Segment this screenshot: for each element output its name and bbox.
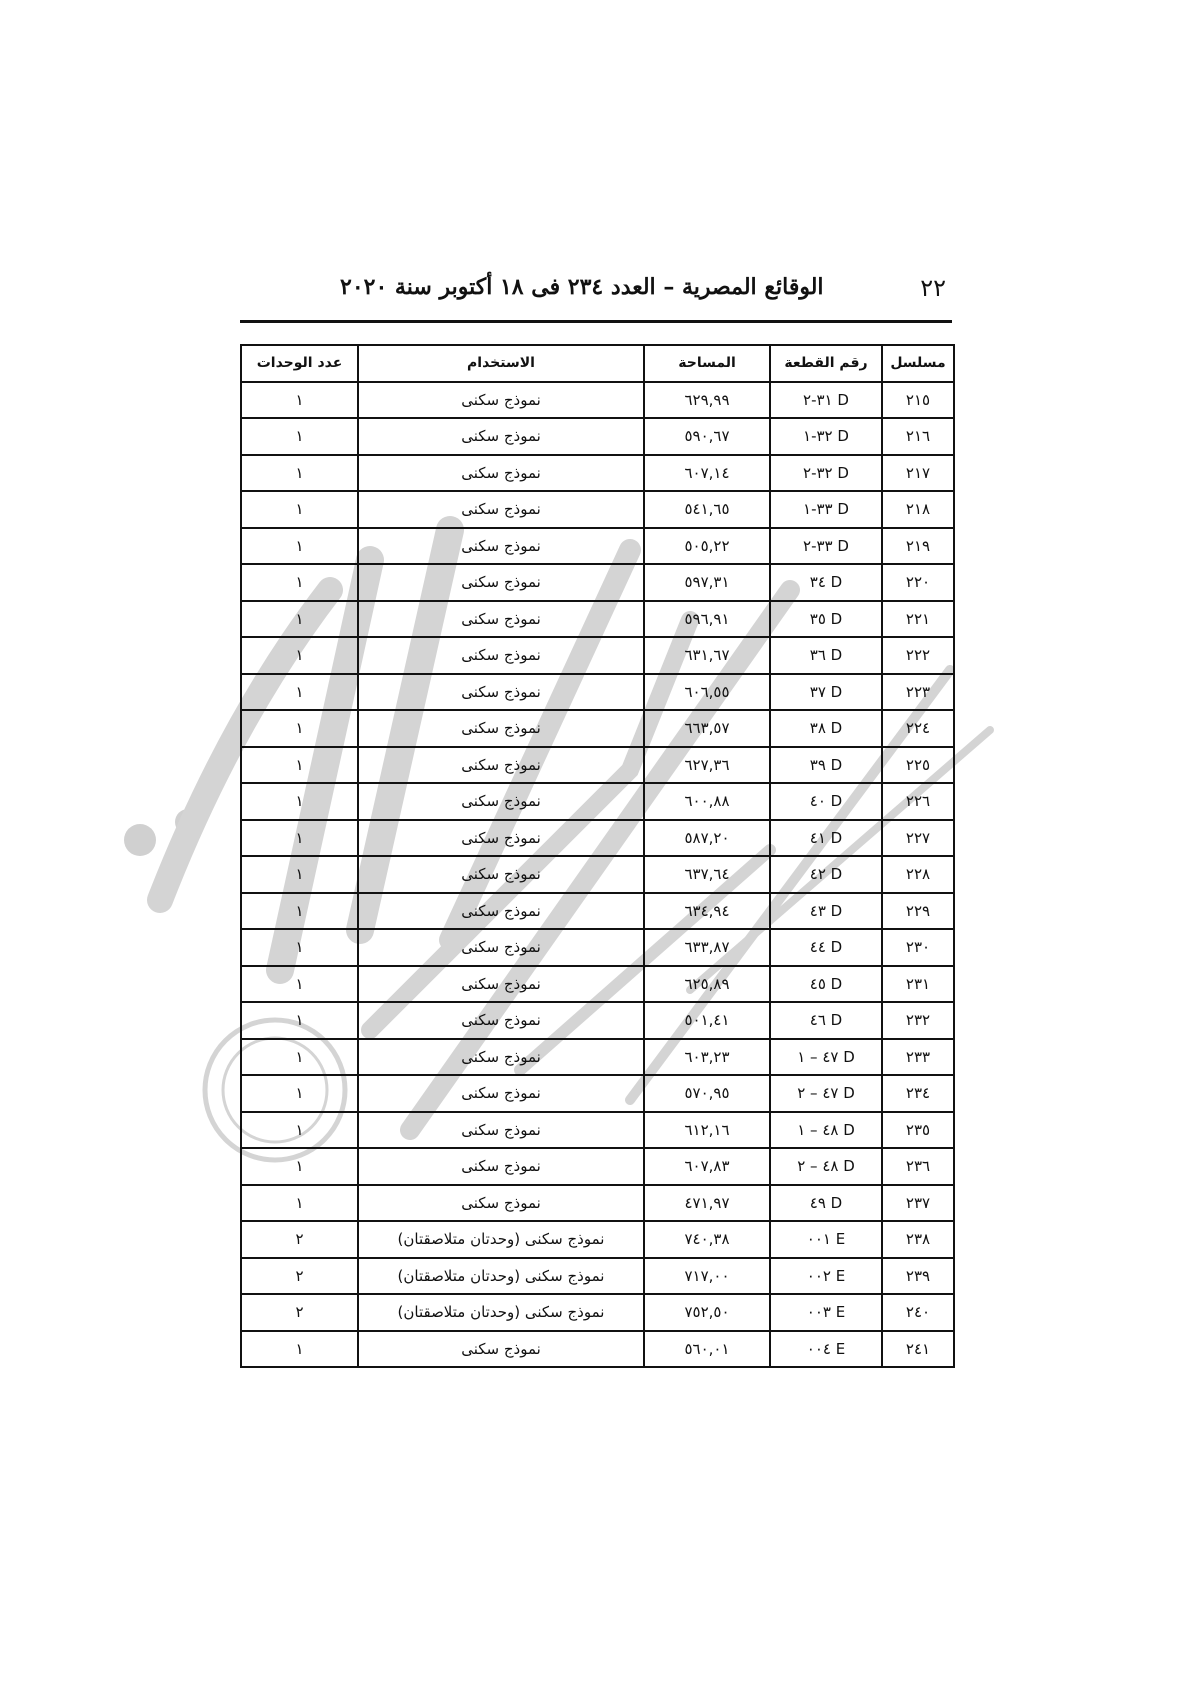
cell-area: ٥٩٦,٩١ [644,601,770,638]
cell-area: ٦٠٧,١٤ [644,455,770,492]
cell-serial: ٢١٥ [882,382,954,419]
cell-area: ٥٩٠,٦٧ [644,418,770,455]
cell-plot-number: D ٤٢ [770,856,882,893]
cell-area: ٥٠٥,٢٢ [644,528,770,565]
cell-area: ٦٣٤,٩٤ [644,893,770,930]
cell-use: نموذج سكنى [358,491,644,528]
table-row [241,382,954,419]
plots-table [240,344,955,1368]
cell-serial: ٢٢٢ [882,637,954,674]
cell-use: نموذج سكنى [358,856,644,893]
cell-use: نموذج سكنى (وحدتان متلاصقتان) [358,1294,644,1331]
cell-units: ٢ [241,1294,358,1331]
cell-use: نموذج سكنى [358,382,644,419]
cell-units: ١ [241,1148,358,1185]
cell-units: ١ [241,564,358,601]
cell-units: ١ [241,1002,358,1039]
cell-serial: ٢٢٣ [882,674,954,711]
cell-use: نموذج سكنى [358,674,644,711]
cell-serial: ٢٣٩ [882,1258,954,1295]
cell-plot-number: D ٣٤ [770,564,882,601]
cell-serial: ٢١٨ [882,491,954,528]
cell-area: ٦٠٣,٢٣ [644,1039,770,1076]
cell-serial: ٢١٦ [882,418,954,455]
gazette-title: الوقائع المصرية – العدد ٢٣٤ فى ١٨ أكتوبر سنة ٢٠٢٠ [340,274,824,300]
table-row [241,1221,954,1258]
cell-plot-number: D ٣٢-٢ [770,455,882,492]
cell-plot-number: D ٣٨ [770,710,882,747]
cell-use: نموذج سكنى [358,820,644,857]
cell-units: ١ [241,820,358,857]
table-row [241,1002,954,1039]
cell-units: ١ [241,1075,358,1112]
cell-serial: ٢٢٦ [882,783,954,820]
cell-units: ١ [241,1185,358,1222]
cell-plot-number: D ٤٧ – ١ [770,1039,882,1076]
cell-use: نموذج سكنى [358,929,644,966]
cell-use: نموذج سكنى [358,1002,644,1039]
cell-area: ٦٠٧,٨٣ [644,1148,770,1185]
cell-plot-number: E ٠٠٣ [770,1294,882,1331]
cell-area: ٦٦٣,٥٧ [644,710,770,747]
cell-area: ٦٣٣,٨٧ [644,929,770,966]
cell-use: نموذج سكنى [358,455,644,492]
table-row [241,1185,954,1222]
table-body [241,382,954,1368]
table-row [241,564,954,601]
cell-plot-number: D ٤٨ – ١ [770,1112,882,1149]
cell-use: نموذج سكنى [358,710,644,747]
cell-area: ٧٥٢,٥٠ [644,1294,770,1331]
table-row [241,1294,954,1331]
column-header-serial: مسلسل [882,345,954,382]
cell-use: نموذج سكنى [358,418,644,455]
cell-plot-number: D ٤٠ [770,783,882,820]
cell-serial: ٢٣١ [882,966,954,1003]
table-row [241,528,954,565]
cell-serial: ٢٣٠ [882,929,954,966]
cell-units: ١ [241,382,358,419]
cell-units: ١ [241,491,358,528]
cell-serial: ٢٣٨ [882,1221,954,1258]
cell-plot-number: D ٤٩ [770,1185,882,1222]
cell-serial: ٢٢٥ [882,747,954,784]
cell-units: ١ [241,966,358,1003]
cell-serial: ٢٢٤ [882,710,954,747]
cell-plot-number: E ٠٠٤ [770,1331,882,1368]
cell-use: نموذج سكنى [358,1331,644,1368]
cell-area: ٦٣٧,٦٤ [644,856,770,893]
cell-use: نموذج سكنى [358,1112,644,1149]
cell-area: ٥٠١,٤١ [644,1002,770,1039]
table-row [241,856,954,893]
cell-serial: ٢٢١ [882,601,954,638]
cell-area: ٦١٢,١٦ [644,1112,770,1149]
table-row [241,966,954,1003]
cell-serial: ٢٣٣ [882,1039,954,1076]
table-row [241,1039,954,1076]
cell-area: ٥٦٠,٠١ [644,1331,770,1368]
cell-serial: ٢٣٢ [882,1002,954,1039]
column-header-use: الاستخدام [358,345,644,382]
cell-serial: ٢٢٨ [882,856,954,893]
cell-plot-number: D ٣٣-١ [770,491,882,528]
cell-use: نموذج سكنى [358,1185,644,1222]
cell-serial: ٢٢٧ [882,820,954,857]
cell-plot-number: D ٤٨ – ٢ [770,1148,882,1185]
cell-serial: ٢٢٩ [882,893,954,930]
cell-plot-number: D ٣٥ [770,601,882,638]
table-row [241,1075,954,1112]
cell-use: نموذج سكنى [358,1075,644,1112]
cell-units: ١ [241,783,358,820]
cell-units: ١ [241,637,358,674]
table-row [241,455,954,492]
table-row [241,929,954,966]
table-row [241,1258,954,1295]
cell-plot-number: D ٣١-٢ [770,382,882,419]
cell-area: ٤٧١,٩٧ [644,1185,770,1222]
cell-units: ٢ [241,1221,358,1258]
table-row [241,710,954,747]
cell-serial: ٢١٧ [882,455,954,492]
cell-use: نموذج سكنى [358,528,644,565]
cell-units: ١ [241,1112,358,1149]
cell-units: ١ [241,601,358,638]
table-row [241,1112,954,1149]
cell-plot-number: D ٣٦ [770,637,882,674]
cell-area: ٥٧٠,٩٥ [644,1075,770,1112]
cell-units: ١ [241,418,358,455]
table-row [241,674,954,711]
cell-plot-number: D ٣٩ [770,747,882,784]
page-header [240,266,952,306]
cell-area: ٥٩٧,٣١ [644,564,770,601]
cell-use: نموذج سكنى [358,1039,644,1076]
cell-serial: ٢١٩ [882,528,954,565]
cell-use: نموذج سكنى (وحدتان متلاصقتان) [358,1258,644,1295]
column-header-plot-number: رقم القطعة [770,345,882,382]
cell-units: ١ [241,1331,358,1368]
cell-use: نموذج سكنى [358,601,644,638]
cell-units: ١ [241,528,358,565]
cell-area: ٥٤١,٦٥ [644,491,770,528]
cell-plot-number: D ٤٦ [770,1002,882,1039]
cell-units: ١ [241,1039,358,1076]
table-row [241,418,954,455]
header-divider [240,320,952,323]
page-number: ٢٢ [920,274,946,302]
cell-area: ٦٠٠,٨٨ [644,783,770,820]
cell-use: نموذج سكنى [358,747,644,784]
table-row [241,893,954,930]
cell-units: ١ [241,747,358,784]
cell-units: ١ [241,929,358,966]
table-header-row [241,345,954,382]
cell-plot-number: D ٤١ [770,820,882,857]
cell-serial: ٢٤١ [882,1331,954,1368]
cell-area: ٥٨٧,٢٠ [644,820,770,857]
cell-use: نموذج سكنى [358,893,644,930]
cell-units: ٢ [241,1258,358,1295]
cell-area: ٧٤٠,٣٨ [644,1221,770,1258]
cell-use: نموذج سكنى [358,966,644,1003]
cell-plot-number: D ٣٢-١ [770,418,882,455]
cell-plot-number: E ٠٠٢ [770,1258,882,1295]
column-header-units: عدد الوحدات [241,345,358,382]
table-row [241,747,954,784]
cell-use: نموذج سكنى [358,564,644,601]
cell-area: ٦٢٩,٩٩ [644,382,770,419]
cell-plot-number: E ٠٠١ [770,1221,882,1258]
cell-use: نموذج سكنى (وحدتان متلاصقتان) [358,1221,644,1258]
cell-units: ١ [241,856,358,893]
cell-area: ٦٢٧,٣٦ [644,747,770,784]
cell-plot-number: D ٤٣ [770,893,882,930]
cell-area: ٧١٧,٠٠ [644,1258,770,1295]
cell-area: ٦٠٦,٥٥ [644,674,770,711]
cell-serial: ٢٢٠ [882,564,954,601]
cell-plot-number: D ٣٧ [770,674,882,711]
table-row [241,491,954,528]
cell-plot-number: D ٤٧ – ٢ [770,1075,882,1112]
cell-units: ١ [241,674,358,711]
cell-use: نموذج سكنى [358,637,644,674]
table-row [241,1331,954,1368]
column-header-area: المساحة [644,345,770,382]
cell-serial: ٢٣٧ [882,1185,954,1222]
cell-area: ٦٢٥,٨٩ [644,966,770,1003]
cell-serial: ٢٣٥ [882,1112,954,1149]
cell-use: نموذج سكنى [358,1148,644,1185]
table-row [241,783,954,820]
table-row [241,820,954,857]
cell-units: ١ [241,893,358,930]
cell-serial: ٢٤٠ [882,1294,954,1331]
cell-use: نموذج سكنى [358,783,644,820]
cell-serial: ٢٣٤ [882,1075,954,1112]
table-row [241,601,954,638]
cell-plot-number: D ٤٤ [770,929,882,966]
table-row [241,1148,954,1185]
cell-area: ٦٣١,٦٧ [644,637,770,674]
cell-plot-number: D ٤٥ [770,966,882,1003]
cell-units: ١ [241,710,358,747]
cell-plot-number: D ٣٣-٢ [770,528,882,565]
cell-serial: ٢٣٦ [882,1148,954,1185]
table-row [241,637,954,674]
cell-units: ١ [241,455,358,492]
